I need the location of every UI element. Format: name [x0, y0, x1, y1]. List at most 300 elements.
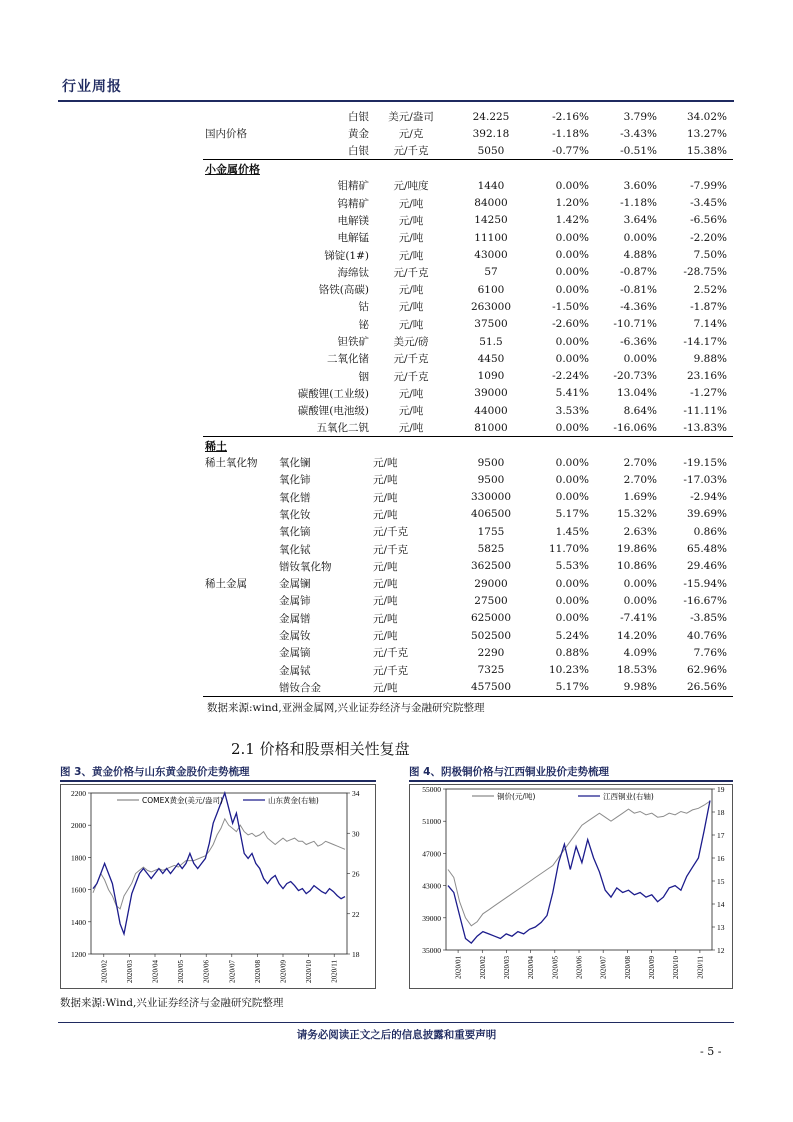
table-row: [203, 575, 733, 592]
category-cell: [203, 540, 277, 557]
weekly-change-cell: -2.60%: [552, 318, 589, 331]
metal-name-cell: 氧化镝: [279, 526, 311, 539]
monthly-change-cell: 3.60%: [623, 179, 657, 192]
monthly-change-cell: -16.06%: [595, 419, 663, 436]
weekly-change-cell: 0.00%: [555, 594, 589, 607]
category-cell: [203, 419, 277, 436]
x-tick-label: 2020/09: [648, 956, 657, 979]
weekly-change-cell: 0.00%: [555, 612, 589, 625]
unit-cell: 元/吨: [398, 301, 424, 314]
price-cell: 11100: [474, 231, 508, 244]
table-row: [203, 264, 733, 281]
x-tick-label: 2020/10: [305, 960, 314, 983]
weekly-change-cell: 0.88%: [555, 646, 589, 659]
yearly-change-cell: 34.02%: [686, 110, 727, 123]
y2-tick-label: 26: [352, 869, 360, 879]
y-tick-label: 39000: [422, 913, 441, 923]
y-tick-label: 2200: [71, 789, 86, 798]
table-row: [203, 367, 733, 384]
metal-name-cell: 金属铽: [279, 664, 311, 677]
metal-name-cell: 铋: [358, 318, 369, 331]
unit-cell: 元/吨: [398, 318, 424, 331]
category-cell: [203, 246, 277, 263]
monthly-change-cell: 14.20%: [616, 629, 657, 642]
unit-cell: 元/吨: [371, 419, 451, 436]
price-cell: 9500: [477, 473, 505, 486]
unit-cell: 元/吨: [373, 560, 398, 573]
x-tick-label: 2020/08: [253, 960, 262, 983]
yearly-change-cell: -13.83%: [663, 419, 733, 436]
x-tick-label: 2020/06: [202, 960, 211, 983]
monthly-change-cell: -0.81%: [620, 283, 657, 296]
unit-cell: 元/千克: [373, 647, 409, 660]
price-cell: 27500: [474, 594, 508, 607]
weekly-change-cell: 1.42%: [555, 214, 589, 227]
copper-chart-svg: [410, 785, 734, 990]
unit-cell: 美元/盎司: [388, 111, 434, 124]
category-cell: [203, 229, 277, 246]
x-tick-label: 2020/06: [575, 956, 584, 979]
table-row: [203, 316, 733, 333]
metal-price-table: [203, 108, 733, 697]
price-cell: 330000: [470, 491, 512, 504]
category-cell: [203, 108, 277, 125]
weekly-change-cell: 0.00%: [555, 352, 589, 365]
monthly-change-cell: -4.36%: [620, 300, 657, 313]
rare-earth-section: [203, 437, 733, 454]
monthly-change-cell: -0.87%: [620, 266, 657, 279]
y2-tick-label: 17: [717, 831, 725, 840]
category-cell: [203, 177, 277, 194]
x-tick-label: 2020/05: [551, 956, 560, 979]
yearly-change-cell: -16.67%: [683, 594, 727, 607]
yearly-change-cell: 62.96%: [686, 664, 727, 677]
category-cell: [203, 523, 277, 540]
yearly-change-cell: -3.45%: [690, 197, 727, 210]
yearly-change-cell: 29.46%: [686, 560, 727, 573]
metal-name-cell: 海绵钛: [337, 266, 369, 279]
table-row: [203, 644, 733, 661]
price-cell: 4450: [477, 352, 505, 365]
yearly-change-cell: 0.86%: [693, 525, 727, 538]
y2-tick-label: 30: [352, 829, 360, 839]
plot-frame: [446, 789, 712, 950]
weekly-change-cell: -1.18%: [552, 127, 589, 140]
table-row: [203, 489, 733, 506]
price-cell: 37500: [474, 318, 508, 331]
category-cell: [203, 316, 277, 333]
table-row: [203, 125, 733, 142]
x-tick-label: 2020/02: [100, 960, 109, 983]
weekly-change-cell: 5.17%: [555, 508, 589, 521]
unit-cell: 元/吨: [398, 197, 424, 210]
table-row: [203, 385, 733, 402]
y2-tick-label: 16: [717, 854, 725, 863]
y2-tick-label: 18: [352, 950, 360, 959]
yearly-change-cell: -3.85%: [690, 612, 727, 625]
metal-name-cell: 金属镨: [279, 612, 311, 625]
y2-tick-label: 18: [717, 808, 725, 817]
category-cell: [203, 194, 277, 211]
report-type-title: 行业周报: [62, 79, 122, 95]
monthly-change-cell: 3.64%: [623, 214, 657, 227]
yearly-change-cell: -1.27%: [690, 387, 727, 400]
y-tick-label: 1800: [71, 853, 86, 863]
monthly-change-cell: -0.51%: [595, 143, 663, 160]
yearly-change-cell: 2.52%: [693, 283, 727, 296]
footer-disclaimer: 请务必阅读正文之后的信息披露和重要声明: [296, 1029, 497, 1041]
monthly-change-cell: 2.63%: [623, 525, 657, 538]
unit-cell: 元/吨: [373, 595, 398, 608]
category-cell: [203, 558, 277, 575]
table-row: [203, 662, 733, 679]
metal-name-cell: 氧化钕: [279, 508, 311, 521]
y2-tick-label: 34: [352, 789, 360, 798]
yearly-change-cell: -6.56%: [690, 214, 727, 227]
category-cell: [203, 264, 277, 281]
monthly-change-cell: -10.71%: [613, 318, 657, 331]
category-cell: [203, 385, 277, 402]
y-tick-label: 35000: [422, 946, 441, 955]
y-tick-label: 1600: [71, 885, 86, 895]
weekly-change-cell: 0.00%: [555, 473, 589, 486]
monthly-change-cell: 2.70%: [623, 456, 657, 469]
gold-chart-svg: [61, 785, 377, 990]
table-row: [203, 592, 733, 609]
table-row: [203, 350, 733, 367]
monthly-change-cell: 15.32%: [616, 508, 657, 521]
metal-name-cell: 钨精矿: [337, 197, 369, 210]
yearly-change-cell: 26.56%: [663, 679, 733, 696]
price-cell: 9500: [477, 456, 505, 469]
y2-tick-label: 13: [717, 923, 725, 932]
category-cell: [203, 471, 277, 488]
yearly-change-cell: 9.88%: [693, 352, 727, 365]
monthly-change-cell: 10.86%: [616, 560, 657, 573]
monthly-change-cell: -1.18%: [620, 197, 657, 210]
price-cell: 457500: [451, 679, 531, 696]
table-row: [203, 627, 733, 644]
price-cell: 625000: [470, 612, 512, 625]
monthly-change-cell: 0.00%: [623, 577, 657, 590]
price-cell: 6100: [477, 283, 505, 296]
unit-cell: 元/吨: [373, 457, 398, 470]
price-cell: 7325: [477, 664, 505, 677]
rare-earth-section-label: 稀土: [205, 439, 227, 453]
metal-name-cell: 金属镝: [279, 647, 311, 660]
monthly-change-cell: 3.79%: [623, 110, 657, 123]
x-tick-label: 2020/11: [696, 956, 705, 979]
x-tick-label: 2020/08: [623, 956, 632, 979]
x-tick-label: 2020/07: [228, 960, 237, 983]
weekly-change-cell: 0.00%: [555, 249, 589, 262]
table-row: [203, 558, 733, 575]
metal-name-cell: 五氧化二钒: [277, 419, 371, 436]
category-cell: [203, 298, 277, 315]
series-line-2: [448, 801, 710, 944]
x-tick-label: 2020/02: [478, 956, 487, 979]
category-cell: [203, 662, 277, 679]
x-tick-label: 2020/07: [599, 956, 608, 979]
metal-name-cell: 碳酸锂(工业级): [297, 387, 369, 400]
unit-cell: 元/吨: [398, 284, 424, 297]
x-tick-label: 2020/10: [672, 956, 681, 979]
category-cell: [203, 489, 277, 506]
yearly-change-cell: -19.15%: [683, 456, 727, 469]
weekly-change-cell: -1.50%: [552, 300, 589, 313]
weekly-change-cell: 0.00%: [555, 335, 589, 348]
category-cell: [203, 506, 277, 523]
y2-tick-label: 12: [717, 946, 725, 955]
price-cell: 51.5: [479, 335, 503, 348]
table-row: [203, 246, 733, 263]
table-row: [203, 298, 733, 315]
table-row: [203, 506, 733, 523]
weekly-change-cell: 0.00%: [531, 419, 595, 436]
y2-tick-label: 15: [717, 877, 725, 886]
y2-tick-label: 22: [352, 909, 360, 919]
weekly-change-cell: 5.53%: [555, 560, 589, 573]
metal-name-cell: 钴: [358, 301, 369, 314]
price-cell: 43000: [474, 249, 508, 262]
price-cell: 5825: [477, 543, 505, 556]
category-cell: [203, 627, 277, 644]
price-cell: 392.18: [472, 127, 510, 140]
unit-cell: 美元/磅: [393, 336, 429, 348]
metal-name-cell: 黄金: [348, 128, 369, 141]
price-cell: 362500: [470, 560, 512, 573]
table-row: [203, 402, 733, 419]
unit-cell: 元/吨: [373, 491, 398, 504]
monthly-change-cell: -3.43%: [620, 127, 657, 140]
unit-cell: 元/千克: [393, 353, 429, 366]
chart-source-note: 数据来源:Wind,兴业证券经济与金融研究院整理: [60, 997, 284, 1009]
y-tick-label: 43000: [422, 881, 441, 891]
table-row: [203, 143, 733, 160]
category-cell: [203, 350, 277, 367]
small-metals-section-cell: [203, 160, 733, 177]
yearly-change-cell: 13.27%: [686, 127, 727, 140]
copper-chart: [409, 784, 733, 989]
unit-cell: 元/克: [398, 128, 424, 141]
price-cell: 1090: [477, 370, 505, 383]
category-cell: [203, 367, 277, 384]
monthly-change-cell: -6.36%: [620, 335, 657, 348]
yearly-change-cell: -7.99%: [690, 179, 727, 192]
metal-name-cell: 碳酸锂(电池级): [297, 405, 369, 418]
unit-cell: 元/吨: [373, 474, 398, 487]
y-tick-label: 47000: [422, 849, 441, 859]
monthly-change-cell: 18.53%: [616, 664, 657, 677]
y-tick-label: 1200: [71, 950, 86, 959]
unit-cell: 元/吨: [373, 578, 398, 591]
metal-name-cell: 锑锭(1#): [324, 249, 369, 262]
y-tick-label: 1400: [71, 917, 86, 927]
y2-tick-label: 19: [717, 785, 725, 794]
table-row: [203, 523, 733, 540]
weekly-change-cell: 0.00%: [555, 283, 589, 296]
y-tick-label: 55000: [422, 785, 441, 794]
price-cell: 406500: [470, 508, 512, 521]
yearly-change-cell: 39.69%: [686, 508, 727, 521]
price-cell: 81000: [451, 419, 531, 436]
weekly-change-cell: 0.00%: [555, 491, 589, 504]
yearly-change-cell: 40.76%: [686, 629, 727, 642]
price-cell: 24.225: [472, 110, 510, 123]
table-row: [203, 177, 733, 194]
yearly-change-cell: -1.87%: [690, 300, 727, 313]
x-tick-label: 2020/05: [177, 960, 186, 983]
metal-name-cell: 白银: [348, 111, 369, 124]
category-cell: [203, 592, 277, 609]
table-row: [203, 471, 733, 488]
legend-label: COMEX黄金(美元/盎司): [142, 796, 223, 805]
category-cell: 稀土金属: [205, 578, 247, 591]
subsection-title: 2.1 价格和股票相关性复盘: [231, 740, 410, 758]
table-row: [203, 108, 733, 125]
category-cell: [203, 402, 277, 419]
rare-earth-section-cell: [203, 437, 733, 454]
unit-cell: 元/千克: [373, 526, 409, 539]
unit-cell: 元/吨: [373, 630, 398, 643]
weekly-change-cell: 1.45%: [555, 525, 589, 538]
price-cell: 57: [484, 266, 498, 279]
unit-cell: 元/千克: [393, 266, 429, 279]
category-cell: 国内价格: [205, 128, 247, 141]
weekly-change-cell: 5.17%: [531, 679, 595, 696]
unit-cell: 元/吨: [398, 214, 424, 227]
monthly-change-cell: 8.64%: [623, 404, 657, 417]
monthly-change-cell: 9.98%: [595, 679, 663, 696]
unit-cell: 元/吨: [373, 612, 398, 625]
weekly-change-cell: -0.77%: [531, 143, 595, 160]
weekly-change-cell: 0.00%: [555, 231, 589, 244]
legend-label: 铜价(元/吨): [497, 792, 536, 801]
monthly-change-cell: -20.73%: [613, 370, 657, 383]
metal-name-cell: 钼精矿: [337, 180, 369, 193]
category-cell: [203, 281, 277, 298]
figure-4-title: 图 4、阴极铜价格与江西铜业股价走势梳理: [409, 766, 609, 778]
metal-name-cell: 铬铁(高碳): [318, 284, 369, 297]
table-row: [203, 281, 733, 298]
table-row: [203, 212, 733, 229]
legend-label: 山东黄金(右轴): [268, 796, 319, 805]
weekly-change-cell: 10.23%: [548, 664, 589, 677]
unit-cell: 元/吨: [373, 508, 398, 521]
category-cell: [203, 143, 277, 160]
metal-name-cell: 电解锰: [337, 232, 369, 245]
unit-cell: 元/吨: [398, 405, 424, 418]
price-cell: 29000: [474, 577, 508, 590]
category-cell: 稀土氧化物: [205, 457, 258, 470]
weekly-change-cell: 1.20%: [555, 197, 589, 210]
monthly-change-cell: 0.00%: [623, 594, 657, 607]
price-cell: 2290: [477, 646, 505, 659]
unit-cell: 元/吨: [398, 387, 424, 400]
weekly-change-cell: -2.24%: [552, 370, 589, 383]
price-cell: 39000: [474, 387, 508, 400]
metal-name-cell: 金属钕: [279, 630, 311, 643]
weekly-change-cell: 11.70%: [548, 543, 589, 556]
unit-cell: 元/吨: [398, 249, 424, 262]
category-cell: [203, 679, 277, 696]
metal-name-cell: 钽铁矿: [337, 336, 369, 348]
yearly-change-cell: -2.94%: [690, 491, 727, 504]
price-cell: 502500: [470, 629, 512, 642]
yearly-change-cell: 7.14%: [693, 318, 727, 331]
metal-name-cell: 氧化铽: [279, 543, 311, 556]
unit-cell: 元/千克: [373, 664, 409, 677]
monthly-change-cell: 0.00%: [623, 352, 657, 365]
x-tick-label: 2020/11: [330, 960, 339, 983]
unit-cell: 元/千克: [373, 543, 409, 556]
table-row: [203, 419, 733, 436]
weekly-change-cell: 0.00%: [555, 456, 589, 469]
monthly-change-cell: 19.86%: [616, 543, 657, 556]
table-row: [203, 610, 733, 627]
y-tick-label: 2000: [71, 821, 86, 831]
figure-3-title: 图 3、黄金价格与山东黄金股价走势梳理: [60, 766, 250, 778]
weekly-change-cell: 0.00%: [555, 179, 589, 192]
x-tick-label: 2020/03: [125, 960, 134, 983]
footer-divider: [58, 1022, 734, 1023]
metal-name-cell: 氧化铈: [279, 474, 311, 487]
yearly-change-cell: 7.50%: [693, 249, 727, 262]
yearly-change-cell: 23.16%: [686, 370, 727, 383]
series-line-1: [448, 801, 710, 926]
weekly-change-cell: 0.00%: [555, 577, 589, 590]
price-cell: 1440: [477, 179, 505, 192]
table-row: [203, 194, 733, 211]
yearly-change-cell: -14.17%: [683, 335, 727, 348]
metal-name-cell: 白银: [277, 143, 371, 160]
series-line-2: [93, 793, 345, 934]
table-row: [203, 679, 733, 696]
price-cell: 1755: [477, 525, 505, 538]
yearly-change-cell: -2.20%: [690, 231, 727, 244]
x-tick-label: 2020/03: [502, 956, 511, 979]
monthly-change-cell: 4.09%: [623, 646, 657, 659]
category-cell: [203, 610, 277, 627]
table-row: [203, 333, 733, 350]
metal-name-cell: 氧化镨: [279, 491, 311, 504]
y2-tick-label: 14: [717, 900, 725, 909]
figure-4-rule: [409, 780, 733, 782]
metal-name-cell: 电解镁: [337, 214, 369, 227]
weekly-change-cell: -2.16%: [552, 110, 589, 123]
table-row: [203, 540, 733, 557]
metal-name-cell: 二氧化锗: [327, 353, 369, 366]
unit-cell: 元/吨: [398, 232, 424, 245]
metal-name-cell: 镨钕合金: [277, 679, 371, 696]
yearly-change-cell: 65.48%: [686, 543, 727, 556]
monthly-change-cell: -7.41%: [620, 612, 657, 625]
yearly-change-cell: -17.03%: [683, 473, 727, 486]
plot-frame: [91, 793, 347, 954]
y-tick-label: 51000: [422, 817, 441, 827]
category-cell: [203, 644, 277, 661]
monthly-change-cell: 0.00%: [623, 231, 657, 244]
price-cell: 84000: [474, 197, 508, 210]
yearly-change-cell: 7.76%: [693, 646, 727, 659]
unit-cell: 元/千克: [371, 143, 451, 160]
weekly-change-cell: 0.00%: [555, 266, 589, 279]
unit-cell: 元/千克: [393, 370, 429, 383]
table-source-note: 数据来源:wind,亚洲金属网,兴业证券经济与金融研究院整理: [207, 702, 485, 714]
metal-name-cell: 铟: [358, 370, 369, 383]
monthly-change-cell: 13.04%: [616, 387, 657, 400]
yearly-change-cell: 15.38%: [663, 143, 733, 160]
